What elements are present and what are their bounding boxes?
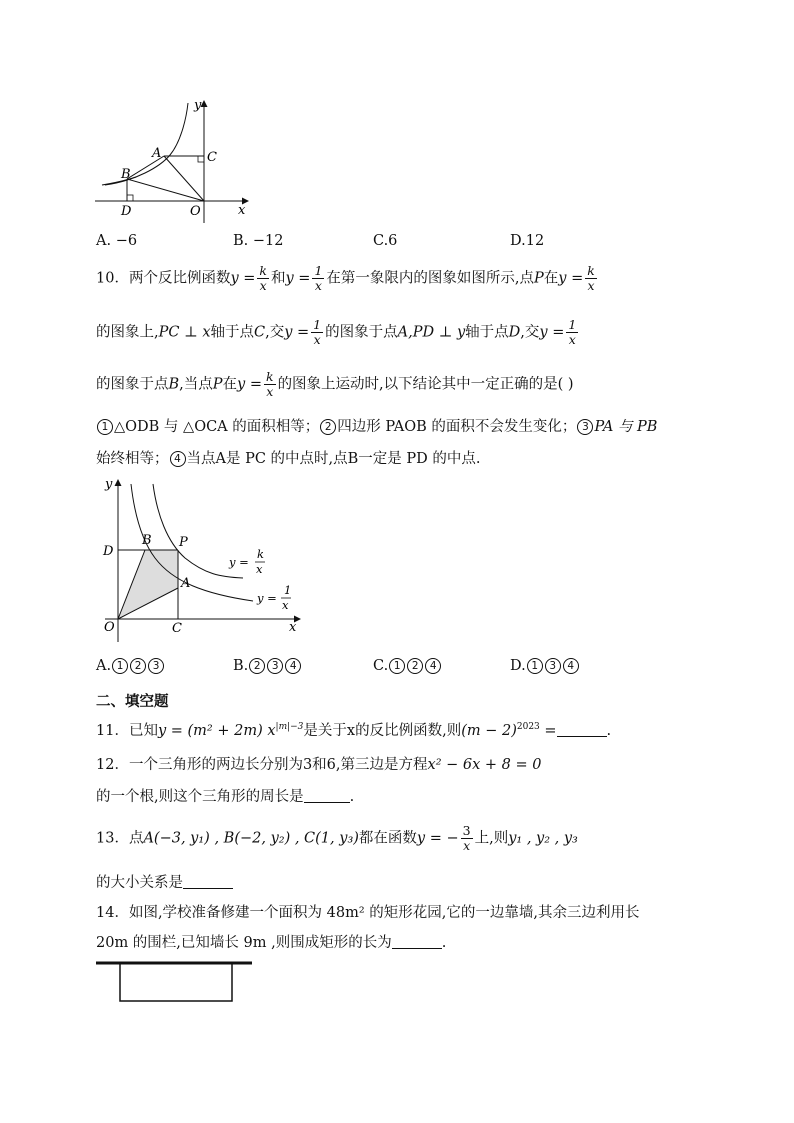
svg-text:1: 1 [284, 583, 292, 597]
q10-line-1: 10．两个反比例函数y = $\frac{k}{x}$ 和y = $\frac{1}{x}$ 在第一象限内的图象如图所示,点P在y = $\frac{k}{x}$ [96, 263, 595, 293]
garden-rectangle [120, 963, 232, 1001]
fig9-label-y: y [194, 98, 202, 113]
q10-statements-line-2: 始终相等； 4 当点A是 PC 的中点时,点B一定是 PD 的中点. [96, 451, 481, 467]
q13-line-1: 13．点A(−3, y₁) , B(−2, y₂) , C(1, y₃)都在函数y = − $\frac{3}{x}$ 上,则y₁ , y₂ , y₃ [96, 823, 578, 853]
inner-hyperbola [102, 177, 136, 185]
section-heading-fill-in: 二、填空题 [96, 694, 169, 710]
fig10-label-B: B [142, 533, 152, 548]
q10-option-c[interactable]: C. 1 2 4 [373, 658, 442, 674]
q10-option-d[interactable]: D. 1 3 4 [510, 658, 580, 674]
fig9-label-D: D [121, 204, 132, 219]
q10-option-a[interactable]: A. 1 2 3 [96, 658, 165, 674]
q14-line-1: 14．如图,学校准备修建一个面积为 48m² 的矩形花园,它的一边靠墙,其余三边利用长 [96, 905, 640, 921]
q12-answer-blank[interactable] [304, 788, 350, 803]
fig9-label-C: C [207, 150, 217, 165]
fig9-label-B: B [121, 167, 131, 182]
question-9-figure [90, 95, 260, 225]
fig9-label-x: x [238, 203, 246, 218]
q9-option-a[interactable]: A. −6 [96, 233, 138, 249]
q10-line-3: 的图象于点B,当点P在y = $\frac{k}{x}$ 的图象上运动时,以下结论其中一定正确的是( ) [96, 369, 574, 399]
fig10-label-O: O [104, 620, 115, 635]
q11-line: 11．已知y = (m² + 2m) $x^{|m|-3}$是关于x的反比例函数,则$(m - 2)^{2023}$ = . [96, 722, 612, 739]
q13-line-2: 的大小关系是 [96, 872, 233, 894]
fig10-label-P: P [179, 535, 188, 550]
fig10-curve-1-label: y = [257, 591, 277, 605]
fig10-label-C: C [172, 621, 182, 636]
svg-text:k: k [257, 547, 264, 561]
fig10-label-A: A [181, 576, 191, 591]
q12-line-2: 的一个根,则这个三角形的周长是 . [96, 789, 355, 805]
q9-option-d[interactable]: D.12 [510, 233, 545, 249]
q10-line-2: 的图象上,PC ⊥ x轴于点C,交y = $\frac{1}{x}$ 的图象于点A,PD ⊥ y轴于点D,交y = $\frac{1}{x}$ [96, 317, 577, 347]
fig10-label-x: x [289, 620, 297, 635]
svg-text:x: x [282, 598, 289, 612]
fig10-label-y: y [105, 477, 113, 492]
q10-option-b[interactable]: B. 2 3 4 [233, 658, 302, 674]
fig9-label-O: O [190, 204, 201, 219]
q13-answer-blank[interactable] [183, 874, 233, 889]
q9-option-c[interactable]: C.6 [373, 233, 398, 249]
q10-statements-line-1: 1 △ODB 与 △OCA 的面积相等； 2 四边形 PAOB 的面积不会发生变化； 3 PA 与 PB [96, 416, 657, 438]
q14-answer-blank[interactable] [392, 934, 442, 949]
q14-line-2: 20m 的围栏,已知墙长 9m ,则围成矩形的长为 . [96, 935, 447, 951]
fig9-label-A: A [152, 146, 162, 161]
q9-option-b[interactable]: B. −12 [233, 233, 284, 249]
shaded-region-paob [118, 550, 178, 619]
q12-line-1: 12．一个三角形的两边长分别为3和6,第三边是方程x² − 6x + 8 = 0 [96, 757, 542, 773]
q11-answer-blank[interactable] [557, 722, 607, 737]
fig10-label-D: D [103, 544, 114, 559]
question-10-figure [95, 474, 310, 644]
question-14-figure [94, 958, 256, 1006]
svg-text:x: x [256, 562, 263, 576]
outer-hyperbola [105, 103, 188, 185]
fig10-curve-k-label: y = [229, 555, 249, 569]
